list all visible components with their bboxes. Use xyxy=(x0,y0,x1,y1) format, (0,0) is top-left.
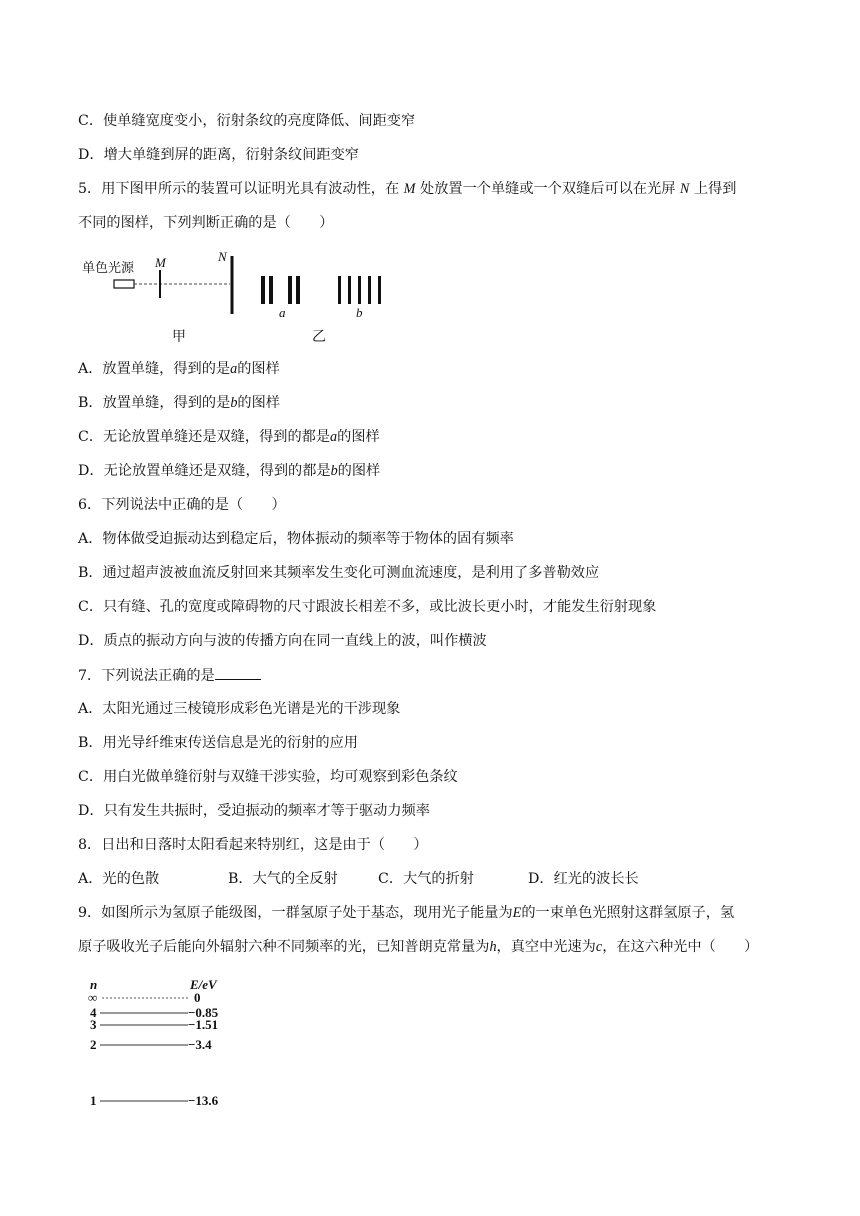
q5-option-d xyxy=(78,461,380,481)
light-source-box xyxy=(114,280,134,288)
q5-option-d-post: 的图样 xyxy=(337,463,381,479)
q7-stem: 7．下列说法正确的是 xyxy=(78,668,215,684)
q9-var-e: E xyxy=(512,905,522,921)
level-energy-4: −0.85 xyxy=(188,1005,219,1020)
level-energy-infinity: 0 xyxy=(194,990,201,1005)
q6-option-d: D．质点的振动方向与波的传播方向在同一直线上的波，叫作横波 xyxy=(78,633,487,649)
q5-option-d-var: b xyxy=(330,463,338,479)
q4-option-d: D．增大单缝到屏的距离，衍射条纹间距变窄 xyxy=(78,147,359,163)
level-n-2: 2 xyxy=(90,1037,97,1052)
q5-option-b-post: 的图样 xyxy=(237,395,280,411)
level-energy-1: −13.6 xyxy=(188,1093,219,1108)
pattern-a-fringe xyxy=(269,276,273,304)
q5-option-a-var: a xyxy=(230,361,238,377)
pattern-a-fringe xyxy=(288,276,292,304)
q7-option-a: A．太阳光通过三棱镜形成彩色光谱是光的干涉现象 xyxy=(78,701,401,717)
q7-stem-line xyxy=(78,665,261,686)
pattern-b-fringe xyxy=(378,276,381,304)
q5-stem-part2: 处放置一个单缝或一个双缝后可以在光屏 xyxy=(420,181,676,197)
q5-stem-var-m: M xyxy=(403,181,416,197)
jia-label: 甲 xyxy=(172,330,186,345)
q5-option-c-var: a xyxy=(330,429,338,445)
q5-option-b-var: b xyxy=(230,395,238,411)
q8-stem: 8．日出和日落时太阳看起来特别红，这是由于（ ） xyxy=(78,837,428,853)
q9-line2-post: ，在这六种光中（ ） xyxy=(602,939,759,955)
q8-option-c: C．大气的折射 xyxy=(378,871,474,887)
q5-option-c-pre: C．无论放置单缝还是双缝，得到的都是 xyxy=(78,429,331,445)
q9-stem-line2 xyxy=(78,937,758,957)
q5-option-a-post: 的图样 xyxy=(237,361,280,377)
pattern-b-fringe xyxy=(358,276,361,304)
level-n-infinity: ∞ xyxy=(88,990,98,1005)
q8-option-a: A．光的色散 xyxy=(78,871,160,887)
e-column-header: E/eV xyxy=(190,977,217,992)
q7-option-c: C．用白光做单缝衍射与双缝干涉实验，均可观察到彩色条纹 xyxy=(78,769,458,785)
q9-line2-pre: 原子吸收光子后能向外辐射六种不同频率的光，已知普朗克常量为 xyxy=(78,939,490,955)
q8-option-d: D．红光的波长长 xyxy=(528,871,639,887)
q9-line1-post: 的一束单色光照射这群氢原子，氢 xyxy=(521,905,735,921)
q6-option-c: C．只有缝、孔的宽度或障碍物的尺寸跟波长相差不多，或比波长更小时，才能发生衍射现象 xyxy=(78,599,657,615)
pattern-b-label: b xyxy=(356,305,363,320)
q9-var-h: h xyxy=(489,939,497,955)
q5-stem-line1 xyxy=(78,179,736,199)
pattern-a-label: a xyxy=(279,305,286,320)
q6-stem: 6．下列说法中正确的是（ ） xyxy=(78,497,286,513)
q8-option-b: B．大气的全反射 xyxy=(228,871,338,887)
q5-stem-part1: 5．用下图甲所示的装置可以证明光具有波动性，在 xyxy=(78,181,400,197)
q9-line2-mid: ，真空中光速为 xyxy=(496,939,596,955)
q5-option-b xyxy=(78,393,280,413)
q5-slit-figure xyxy=(78,248,398,348)
m-label: M xyxy=(155,255,166,270)
q5-option-c xyxy=(78,427,380,447)
level-energy-2: −3.4 xyxy=(188,1037,212,1052)
q7-option-b: B．用光导纤维束传送信息是光的衍射的应用 xyxy=(78,735,358,751)
pattern-b-fringe xyxy=(368,276,371,304)
q6-option-a: A．物体做受迫振动达到稳定后，物体振动的频率等于物体的固有频率 xyxy=(78,531,514,547)
yi-label: 乙 xyxy=(312,330,326,345)
q5-option-d-pre: D．无论放置单缝还是双缝，得到的都是 xyxy=(78,463,331,479)
n-label: N xyxy=(218,249,227,264)
pattern-a-fringe xyxy=(261,276,265,304)
q5-option-b-pre: B．放置单缝，得到的是 xyxy=(78,395,231,411)
q7-option-d: D．只有发生共振时，受迫振动的频率才等于驱动力频率 xyxy=(78,803,430,819)
q5-option-c-post: 的图样 xyxy=(337,429,380,445)
q6-option-b: B．通过超声波被血流反射回来其频率发生变化可测血流速度，是利用了多普勒效应 xyxy=(78,565,600,581)
q9-line1-pre: 9．如图所示为氢原子能级图，一群氢原子处于基态，现用光子能量为 xyxy=(78,905,513,921)
level-n-3: 3 xyxy=(90,1017,97,1032)
pattern-a-fringe xyxy=(296,276,300,304)
n-column-header: n xyxy=(90,977,98,992)
hydrogen-energy-level-diagram xyxy=(80,972,250,1112)
q5-option-a xyxy=(78,359,280,379)
light-source-label: 单色光源 xyxy=(82,260,135,275)
q9-stem-line1 xyxy=(78,903,734,923)
answer-blank xyxy=(215,665,261,680)
q5-option-a-pre: A．放置单缝，得到的是 xyxy=(78,361,231,377)
level-energy-3: −1.51 xyxy=(188,1017,219,1032)
pattern-b-fringe xyxy=(348,276,351,304)
q4-option-c: C．使单缝宽度变小，衍射条纹的亮度降低、间距变窄 xyxy=(78,113,416,129)
level-n-4: 4 xyxy=(90,1005,97,1020)
q5-stem-line2: 不同的图样，下列判断正确的是（ ） xyxy=(78,215,334,231)
q5-stem-var-n: N xyxy=(679,181,690,197)
pattern-b-fringe xyxy=(338,276,341,304)
q9-var-c: c xyxy=(595,939,603,955)
level-n-1: 1 xyxy=(90,1093,97,1108)
q5-stem-part3: 上得到 xyxy=(693,181,737,197)
q8-options-row xyxy=(78,869,639,889)
